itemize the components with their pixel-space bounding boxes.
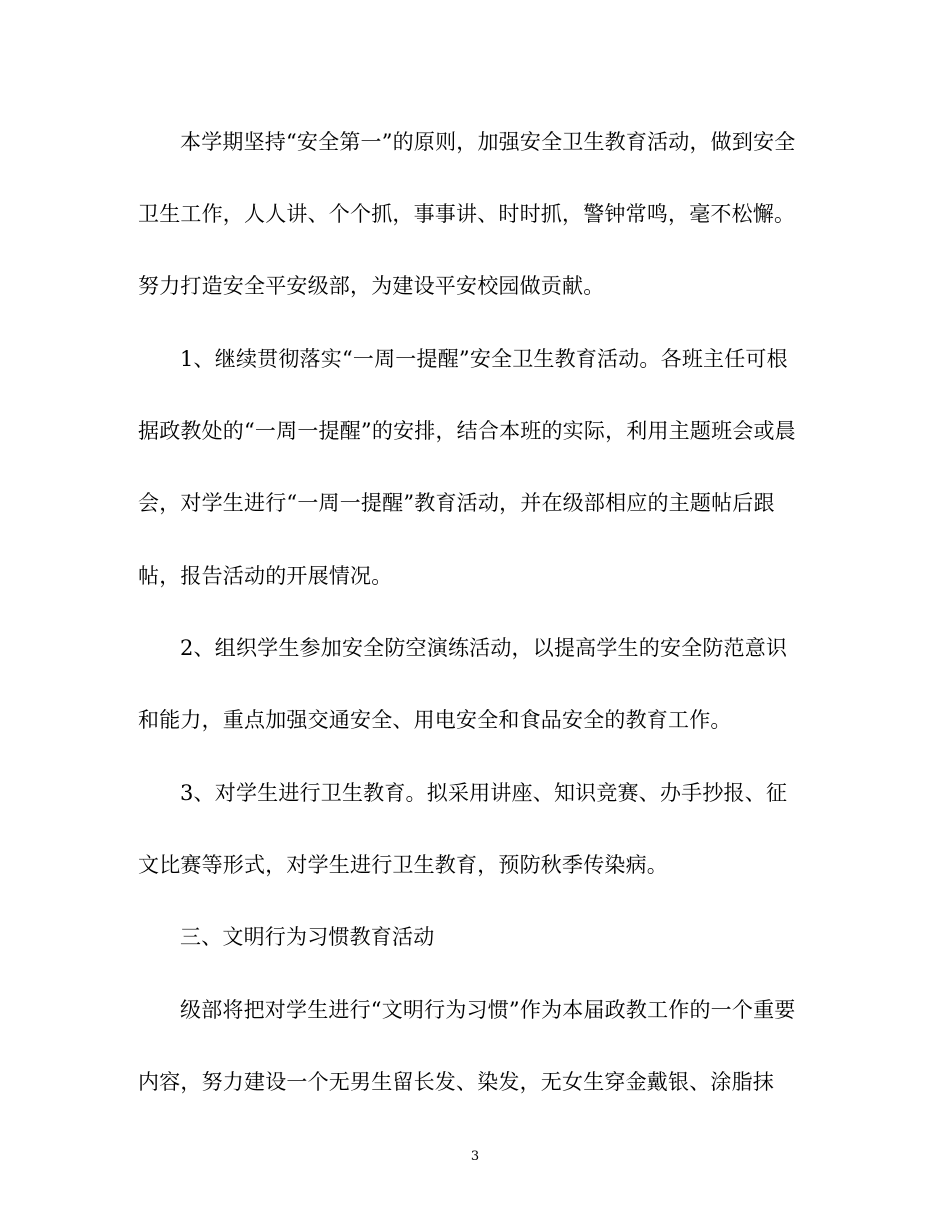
section-heading: 三、文明行为习惯教育活动 bbox=[180, 925, 435, 949]
text-line: 和能力，重点加强交通安全、用电安全和食品安全的教育工作。 bbox=[138, 708, 732, 732]
text-line: 卫生工作，人人讲、个个抓，事事讲、时时抓，警钟常鸣，毫不松懈。 bbox=[138, 202, 796, 226]
text-line: 努力打造安全平安级部，为建设平安校园做贡献。 bbox=[138, 274, 605, 298]
text-line: 帖，报告活动的开展情况。 bbox=[138, 564, 393, 588]
text-line: 据政教处的“一周一提醒”的安排，结合本班的实际，利用主题班会或晨 bbox=[138, 419, 796, 443]
text-line: 文比赛等形式，对学生进行卫生教育，预防秋季传染病。 bbox=[138, 853, 668, 877]
page-number: 3 bbox=[470, 1149, 480, 1164]
text-line: 1、继续贯彻落实“一周一提醒”安全卫生教育活动。各班主任可根 bbox=[180, 347, 788, 371]
text-line: 本学期坚持“安全第一”的原则，加强安全卫生教育活动，做到安全 bbox=[180, 130, 796, 154]
text-line: 2、组织学生参加安全防空演练活动，以提高学生的安全防范意识 bbox=[180, 636, 788, 660]
text-line: 内容，努力建设一个无男生留长发、染发，无女生穿金戴银、涂脂抹 bbox=[138, 1070, 774, 1094]
text-line: 级部将把对学生进行“文明行为习惯”作为本届政教工作的一个重要 bbox=[180, 998, 796, 1022]
text-line: 3、对学生进行卫生教育。拟采用讲座、知识竞赛、办手抄报、征 bbox=[180, 781, 788, 805]
text-line: 会，对学生进行“一周一提醒”教育活动，并在级部相应的主题帖后跟 bbox=[138, 491, 775, 515]
